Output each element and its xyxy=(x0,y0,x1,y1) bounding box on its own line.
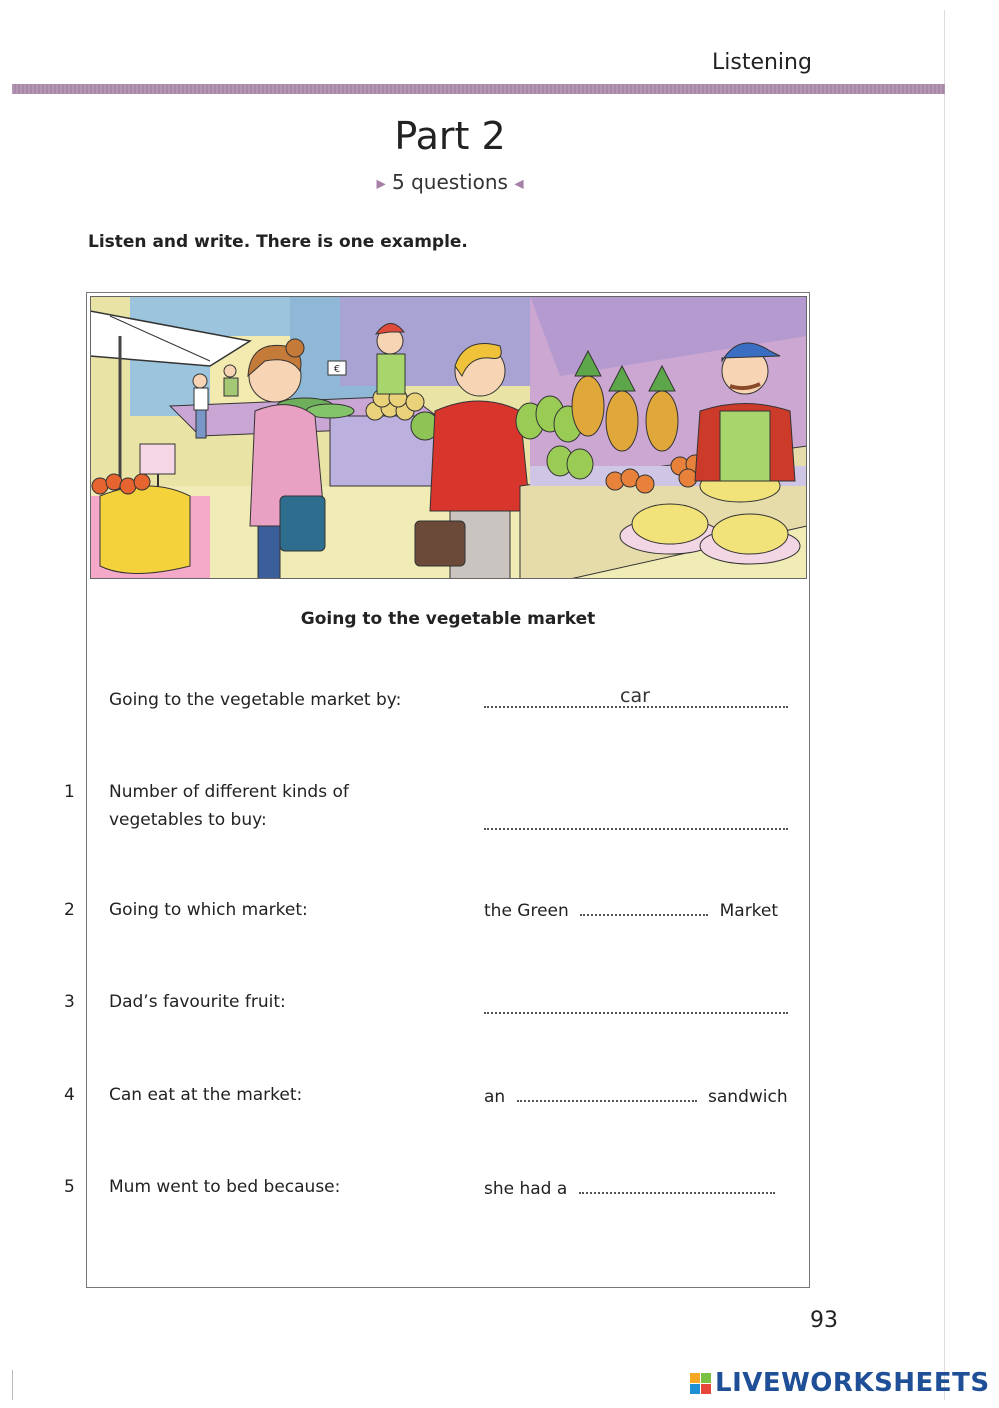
question-number: 2 xyxy=(64,900,75,920)
question-number: 3 xyxy=(64,992,75,1012)
triangle-left-icon: ◀ xyxy=(514,176,524,191)
page-edge-mark xyxy=(12,1370,13,1400)
question-3-label: Dad’s favourite fruit: xyxy=(109,992,286,1012)
brand-name: LIVEWORKSHEETS xyxy=(715,1368,990,1398)
question-number: 5 xyxy=(64,1177,75,1197)
answer-prefix: the Green xyxy=(484,901,569,921)
example-answer: car xyxy=(620,685,650,707)
table-title: Going to the vegetable market xyxy=(300,609,596,629)
question-3-answer[interactable] xyxy=(484,998,788,1019)
question-1-label-line2: vegetables to buy: xyxy=(109,810,267,830)
part-title: Part 2 xyxy=(394,114,506,158)
answer-suffix: sandwich xyxy=(708,1087,788,1107)
answer-suffix: Market xyxy=(719,901,779,921)
question-5-label: Mum went to bed because: xyxy=(109,1177,341,1197)
instruction: Listen and write. There is one example. xyxy=(88,232,468,252)
page-edge xyxy=(944,10,945,1400)
question-1-answer[interactable] xyxy=(484,814,788,835)
question-4-label: Can eat at the market: xyxy=(109,1085,303,1105)
market-illustration xyxy=(90,296,807,579)
example-question: Going to the vegetable market by: xyxy=(109,690,402,710)
question-2-answer[interactable] xyxy=(484,900,788,921)
question-1-label-line1: Number of different kinds of xyxy=(109,782,349,802)
section-label: Listening xyxy=(712,50,812,75)
header-rule xyxy=(12,84,945,94)
part-subtitle xyxy=(0,170,900,194)
question-count: 5 questions xyxy=(392,170,508,194)
answer-prefix: she had a xyxy=(484,1179,568,1199)
question-number: 4 xyxy=(64,1085,75,1105)
question-5-answer[interactable] xyxy=(484,1178,788,1199)
page-number: 93 xyxy=(810,1308,838,1333)
triangle-right-icon: ▶ xyxy=(376,176,386,191)
question-4-answer[interactable] xyxy=(484,1086,788,1107)
question-2-label: Going to which market: xyxy=(109,900,308,920)
liveworksheets-logo-icon xyxy=(690,1373,711,1394)
price-sign-label: € xyxy=(333,364,341,375)
answer-prefix: an xyxy=(484,1087,506,1107)
question-number: 1 xyxy=(64,782,75,802)
liveworksheets-brand[interactable] xyxy=(690,1368,990,1398)
